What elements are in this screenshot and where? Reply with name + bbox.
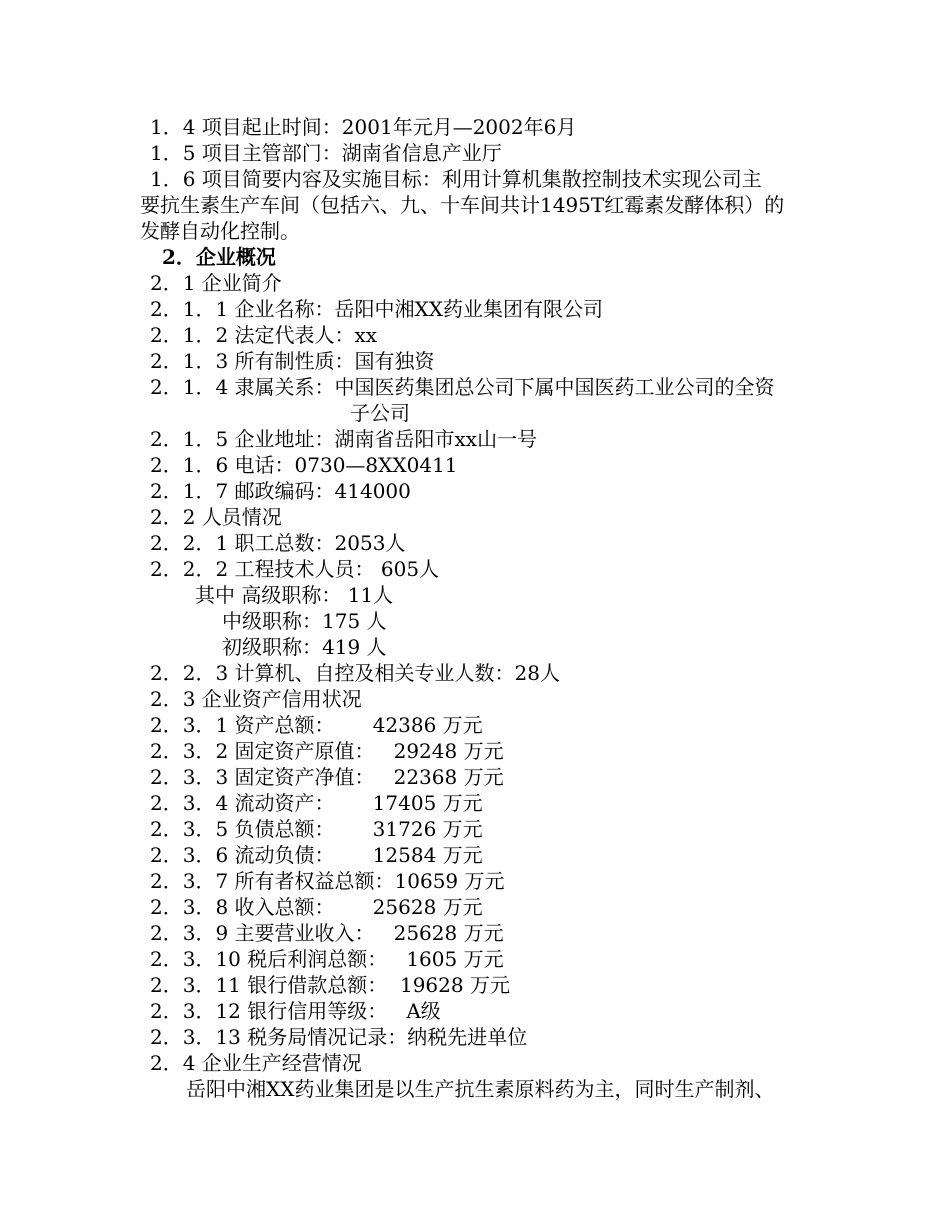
item-1-6-project-summary: 1．6 项目简要内容及实施目标：利用计算机集散控制技术实现公司主 [150,167,762,191]
item-2-2-2-engineers: 2．2．2 工程技术人员： 605人 [150,557,440,581]
item-2-3-heading: 2．3 企业资产信用状况 [150,687,362,711]
item-1-6-project-summary-cont1: 要抗生素生产车间（包括六、九、十车间共计1495T红霉素发酵体积）的 [140,193,785,217]
mid-title-count: 中级职称：175 人 [222,609,387,633]
item-2-3-9-operating-revenue: 2．3．9 主要营业收入： 25628 万元 [150,921,504,945]
item-2-1-heading: 2．1 企业简介 [150,271,282,295]
section-2-heading: 2．企业概况 [162,245,276,269]
item-2-3-10-net-profit: 2．3．10 税后利润总额： 1605 万元 [150,947,504,971]
item-2-1-2-legal-rep: 2．1．2 法定代表人：xx [150,323,378,347]
item-2-3-2-fixed-assets-original: 2．3．2 固定资产原值： 29248 万元 [150,739,504,763]
item-2-3-3-fixed-assets-net: 2．3．3 固定资产净值： 22368 万元 [150,765,504,789]
senior-title-count: 其中 高级职称： 11人 [195,583,394,607]
junior-title-count: 初级职称：419 人 [222,635,387,659]
item-2-1-4-affiliation: 2．1．4 隶属关系：中国医药集团总公司下属中国医药工业公司的全资 [150,375,775,399]
item-2-3-7-owners-equity: 2．3．7 所有者权益总额：10659 万元 [150,869,505,893]
item-2-3-13-tax-record: 2．3．13 税务局情况记录：纳税先进单位 [150,1025,528,1049]
item-2-3-4-current-assets: 2．3．4 流动资产： 17405 万元 [150,791,483,815]
item-2-2-heading: 2．2 人员情况 [150,505,282,529]
item-2-3-1-total-assets: 2．3．1 资产总额： 42386 万元 [150,713,483,737]
body-paragraph: 岳阳中湘XX药业集团是以生产抗生素原料药为主，同时生产制剂、 [186,1077,775,1101]
item-2-3-12-credit-rating: 2．3．12 银行信用等级： A级 [150,999,441,1023]
item-2-1-4-affiliation-cont: 子公司 [350,401,410,425]
item-2-3-5-total-liabilities: 2．3．5 负债总额： 31726 万元 [150,817,483,841]
item-2-2-1-total-staff: 2．2．1 职工总数：2053人 [150,531,406,555]
item-2-4-heading: 2．4 企业生产经营情况 [150,1051,362,1075]
item-1-5-supervising-dept: 1．5 项目主管部门：湖南省信息产业厅 [150,141,502,165]
item-2-1-3-ownership: 2．1．3 所有制性质：国有独资 [150,349,435,373]
item-2-3-8-total-income: 2．3．8 收入总额： 25628 万元 [150,895,483,919]
item-2-1-5-address: 2．1．5 企业地址：湖南省岳阳市xx山一号 [150,427,538,451]
item-2-3-6-current-liabilities: 2．3．6 流动负债： 12584 万元 [150,843,483,867]
item-2-1-6-phone: 2．1．6 电话：0730—8XX0411 [150,453,458,477]
item-1-4-project-period: 1．4 项目起止时间：2001年元月—2002年6月 [150,115,577,139]
item-1-6-project-summary-cont2: 发酵自动化控制。 [140,219,300,243]
item-2-2-3-it-staff: 2．2．3 计算机、自控及相关专业人数：28人 [150,661,560,685]
item-2-1-1-company-name: 2．1．1 企业名称：岳阳中湘XX药业集团有限公司 [150,297,604,321]
item-2-1-7-postcode: 2．1．7 邮政编码：414000 [150,479,411,503]
item-2-3-11-bank-loans: 2．3．11 银行借款总额： 19628 万元 [150,973,510,997]
